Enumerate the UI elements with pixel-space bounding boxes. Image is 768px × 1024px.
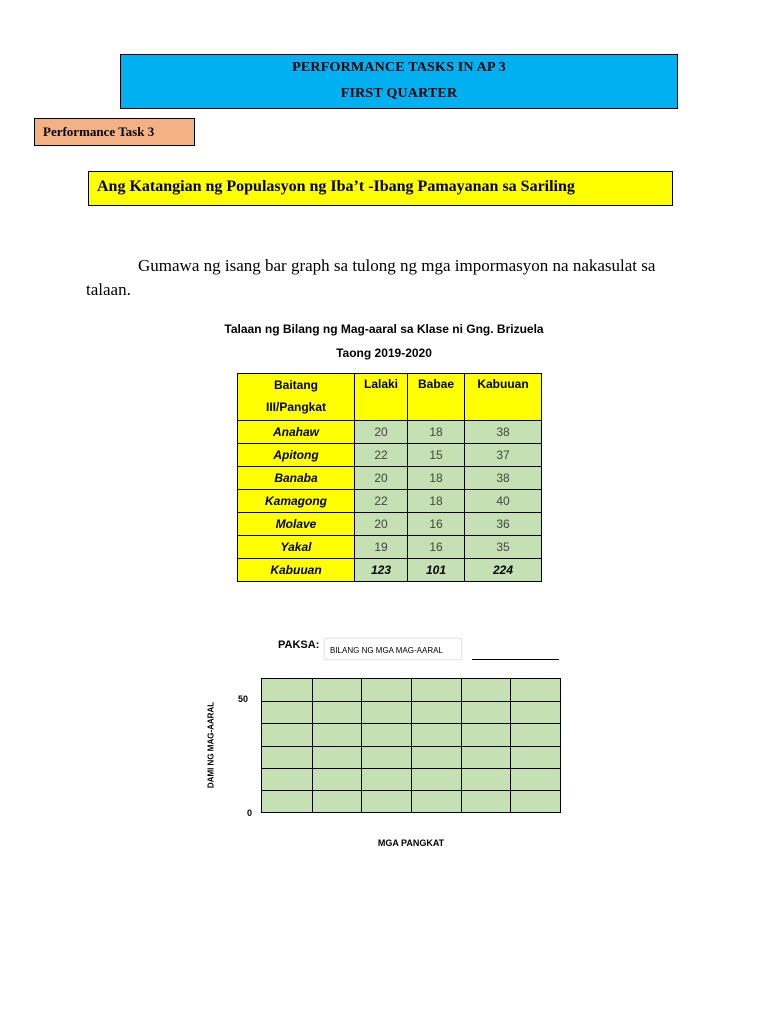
grid-row-line — [262, 746, 560, 747]
table-row — [238, 421, 542, 444]
y-axis-max-tick: 50 — [238, 694, 249, 704]
task-label: Performance Task 3 — [34, 118, 195, 146]
kabuuan-value: 38 — [465, 467, 542, 490]
grid-row-line — [262, 701, 560, 702]
topic-banner — [88, 171, 673, 206]
total-babae: 101 — [408, 559, 465, 582]
header-subtitle: FIRST QUARTER — [340, 86, 458, 101]
lalaki-value: 19 — [355, 536, 408, 559]
babae-value: 18 — [408, 421, 465, 444]
section-name: Yakal — [238, 536, 355, 559]
total-lalaki: 123 — [355, 559, 408, 582]
y-axis-min-tick: 0 — [247, 808, 253, 818]
table-title: Talaan ng Bilang ng Mag-aaral sa Klase ni Gng. Brizuela — [224, 322, 544, 336]
babae-value: 18 — [408, 467, 465, 490]
total-label: Kabuuan — [238, 559, 355, 582]
header-banner — [120, 54, 678, 109]
section-name: Molave — [238, 513, 355, 536]
paksa-textbox[interactable]: BILANG NG MGA MAG-AARAL — [324, 638, 462, 660]
lalaki-value: 20 — [355, 421, 408, 444]
kabuuan-value: 37 — [465, 444, 542, 467]
paksa-label: PAKSA: — [278, 639, 320, 651]
table-row — [238, 444, 542, 467]
section-name: Apitong — [238, 444, 355, 467]
kabuuan-value: 35 — [465, 536, 542, 559]
kabuuan-value: 38 — [465, 421, 542, 444]
student-count-table — [237, 373, 542, 582]
kabuuan-value: 36 — [465, 513, 542, 536]
y-axis-label: DAMI NG MAG-AARAL — [206, 701, 216, 789]
instruction-paragraph: Gumawa ng isang bar graph sa tulong ng mga impormasyon na nakasulat sa talaan. — [86, 256, 656, 299]
x-axis-label: MGA PANGKAT — [377, 838, 445, 848]
babae-value: 15 — [408, 444, 465, 467]
header-baitang-pangkat — [238, 374, 355, 421]
grid-row-line — [262, 790, 560, 791]
header-babae: Babae — [408, 374, 465, 421]
total-kabuuan: 224 — [465, 559, 542, 582]
table-total-row — [238, 559, 542, 582]
table-row — [238, 490, 542, 513]
header-baitang: Baitang — [273, 378, 318, 392]
kabuuan-value: 40 — [465, 490, 542, 513]
babae-value: 16 — [408, 513, 465, 536]
paksa-answer-line — [472, 659, 559, 660]
table-row — [238, 513, 542, 536]
lalaki-value: 22 — [355, 490, 408, 513]
table-header-row — [238, 374, 542, 421]
header-kabuuan: Kabuuan — [465, 374, 542, 421]
header-pangkat: III/Pangkat — [265, 400, 327, 414]
lalaki-value: 20 — [355, 513, 408, 536]
babae-value: 18 — [408, 490, 465, 513]
lalaki-value: 20 — [355, 467, 408, 490]
grid-row-line — [262, 723, 560, 724]
header-lalaki: Lalaki — [355, 374, 408, 421]
table-row — [238, 536, 542, 559]
lalaki-value: 22 — [355, 444, 408, 467]
section-name: Banaba — [238, 467, 355, 490]
table-row — [238, 467, 542, 490]
section-name: Kamagong — [238, 490, 355, 513]
section-name: Anahaw — [238, 421, 355, 444]
babae-value: 16 — [408, 536, 465, 559]
topic-text: Ang Katangian ng Populasyon ng Iba’t -Ibang Pamayanan sa Sariling — [97, 178, 575, 195]
header-title: PERFORMANCE TASKS IN AP 3 — [292, 60, 506, 75]
blank-graph-grid — [261, 678, 561, 813]
table-subtitle: Taong 2019-2020 — [336, 346, 432, 360]
grid-row-line — [262, 768, 560, 769]
